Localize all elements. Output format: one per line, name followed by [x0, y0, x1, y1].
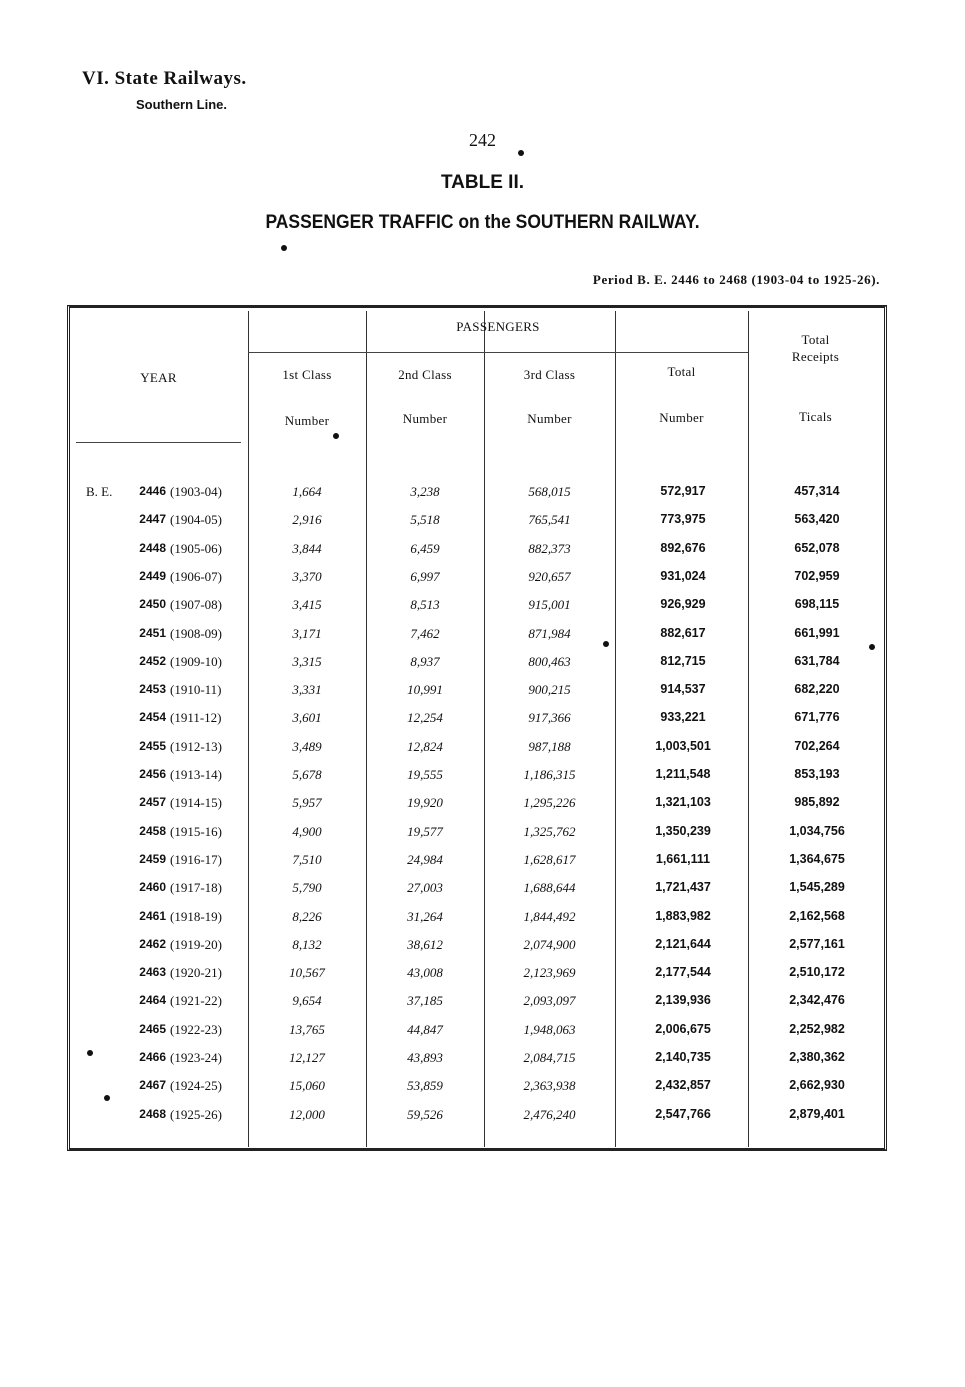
cell-be: 2459: [139, 851, 166, 866]
cell-total: 926,929: [660, 597, 706, 612]
table-number: TABLE II.: [440, 172, 525, 193]
cell-total: 1,350,239: [655, 823, 711, 838]
cell-second: 59,526: [407, 1106, 443, 1122]
cell-total: 1,211,548: [655, 767, 711, 781]
cell-receipts: 2,577,161: [789, 936, 845, 951]
ink-speck: [87, 1050, 93, 1056]
table-title: PASSENGER TRAFFIC on the SOUTHERN RAILWAY.: [265, 212, 700, 233]
total-header: Total: [667, 364, 696, 379]
cell-be: 2453: [139, 682, 166, 697]
column-rule: [615, 311, 616, 1147]
cell-be: 2449: [139, 568, 166, 583]
cell-be: 2447: [139, 512, 166, 527]
cell-receipts: 457,314: [794, 484, 840, 498]
cell-total: 2,006,675: [655, 1021, 711, 1036]
cell-first: 15,060: [289, 1078, 325, 1094]
cell-period: (1913-14): [170, 767, 222, 782]
column-rule: [248, 311, 249, 1147]
cell-third: 1,628,617: [523, 851, 576, 867]
cell-period: (1917-18): [170, 880, 222, 896]
cell-second: 8,513: [410, 597, 440, 613]
cell-first: 9,654: [292, 993, 322, 1009]
cell-period: (1906-07): [170, 568, 222, 584]
ink-speck: [869, 644, 875, 650]
cell-period: (1905-06): [170, 540, 222, 556]
column-rule: [484, 311, 485, 1147]
cell-period: (1925-26): [170, 1106, 222, 1122]
cell-third: 1,186,315: [523, 767, 576, 782]
cell-receipts: 563,420: [794, 512, 840, 527]
cell-second: 12,254: [407, 710, 443, 726]
ink-speck: [281, 245, 287, 251]
cell-second: 37,185: [407, 993, 443, 1009]
cell-total: 933,221: [660, 710, 706, 725]
cell-first: 12,000: [289, 1106, 325, 1122]
cell-period: (1904-05): [170, 512, 222, 528]
cell-third: 1,325,762: [523, 823, 576, 839]
cell-second: 27,003: [407, 880, 443, 896]
column-rule: [366, 311, 367, 1147]
cell-total: 2,140,735: [655, 1050, 711, 1064]
third-class-unit: Number: [527, 411, 572, 426]
cell-period: (1918-19): [170, 908, 222, 924]
cell-total: 2,139,936: [655, 993, 711, 1008]
first-class-header: 1st Class: [282, 367, 332, 382]
cell-receipts: 2,510,172: [789, 965, 845, 980]
cell-first: 3,489: [292, 738, 322, 754]
cell-second: 10,991: [407, 682, 443, 698]
cell-first: 3,315: [292, 653, 322, 669]
cell-first: 13,765: [289, 1021, 325, 1037]
cell-total: 572,917: [660, 484, 706, 498]
cell-be: 2450: [139, 597, 166, 612]
cell-first: 2,916: [292, 512, 322, 528]
ink-speck: [518, 150, 524, 156]
cell-first: 3,601: [292, 710, 322, 726]
cell-first: 3,370: [292, 568, 322, 584]
cell-first: 3,415: [292, 597, 322, 613]
cell-receipts: 702,264: [794, 738, 840, 753]
cell-second: 19,555: [407, 767, 443, 782]
cell-third: 1,844,492: [523, 908, 576, 924]
cell-receipts: 1,545,289: [789, 880, 845, 895]
cell-period: (1911-12): [170, 710, 222, 726]
second-class-unit: Number: [402, 411, 448, 426]
cell-total: 931,024: [660, 568, 706, 583]
ink-speck: [104, 1095, 110, 1101]
cell-third: 871,984: [528, 625, 571, 641]
cell-total: 914,537: [660, 682, 706, 697]
cell-third: 2,476,240: [523, 1106, 576, 1122]
cell-be: 2455: [139, 738, 166, 753]
cell-second: 19,920: [407, 795, 443, 811]
cell-period: (1908-09): [170, 625, 222, 641]
cell-total: 892,676: [660, 540, 706, 555]
cell-period: (1922-23): [170, 1021, 222, 1037]
cell-third: 1,295,226: [523, 795, 576, 811]
cell-receipts: 661,991: [794, 625, 840, 640]
subsection-heading: Southern Line.: [136, 97, 227, 112]
third-class-header: 3rd Class: [523, 367, 576, 382]
cell-third: 915,001: [528, 597, 571, 613]
cell-period: (1916-17): [170, 851, 222, 867]
cell-third: 2,363,938: [523, 1078, 576, 1094]
cell-first: 7,510: [292, 851, 322, 867]
cell-period: (1920-21): [170, 965, 222, 981]
cell-total: 882,617: [660, 625, 706, 640]
total-unit: Number: [659, 410, 704, 425]
second-class-header: 2nd Class: [398, 367, 452, 382]
cell-first: 8,132: [292, 936, 322, 952]
cell-be: 2462: [139, 936, 166, 951]
cell-be: 2467: [139, 1078, 166, 1093]
cell-first: 10,567: [289, 965, 325, 981]
cell-second: 6,459: [410, 540, 440, 556]
cell-total: 1,321,103: [655, 795, 711, 810]
cell-receipts: 1,034,756: [789, 823, 845, 838]
cell-be: 2452: [139, 653, 166, 668]
cell-second: 12,824: [407, 738, 443, 754]
cell-second: 19,577: [407, 823, 443, 839]
cell-second: 31,264: [407, 908, 443, 924]
cell-second: 5,518: [410, 512, 440, 528]
cell-be: 2458: [139, 823, 166, 838]
cell-third: 765,541: [528, 512, 571, 528]
cell-third: 882,373: [528, 540, 571, 556]
cell-period: (1915-16): [170, 823, 222, 839]
cell-second: 7,462: [410, 625, 440, 641]
cell-third: 2,123,969: [523, 965, 576, 981]
cell-third: 568,015: [528, 484, 571, 499]
cell-be: 2461: [139, 908, 166, 923]
cell-second: 43,893: [407, 1050, 443, 1065]
cell-period: (1914-15): [170, 795, 222, 811]
cell-second: 43,008: [407, 965, 443, 981]
cell-first: 4,900: [292, 823, 322, 839]
cell-be: 2454: [139, 710, 166, 725]
cell-total: 812,715: [660, 653, 706, 668]
receipts-unit: Ticals: [798, 409, 833, 424]
cell-first: 8,226: [292, 908, 322, 924]
cell-first: 3,171: [292, 625, 322, 641]
cell-third: 800,463: [528, 653, 571, 669]
cell-period: (1909-10): [170, 653, 222, 669]
cell-second: 38,612: [407, 936, 443, 952]
cell-period: (1910-11): [170, 682, 222, 698]
section-heading: VI. State Railways.: [82, 68, 247, 89]
cell-period: (1921-22): [170, 993, 222, 1009]
cell-period: (1923-24): [170, 1050, 222, 1065]
cell-first: 12,127: [289, 1050, 325, 1065]
cell-receipts: 2,162,568: [789, 908, 845, 923]
cell-third: 987,188: [528, 738, 571, 754]
cell-third: 1,948,063: [523, 1021, 576, 1037]
cell-first: 1,664: [292, 484, 322, 499]
period-caption: Period B. E. 2446 to 2468 (1903-04 to 1925-26).: [592, 272, 880, 287]
cell-total: 2,177,544: [655, 965, 711, 980]
ink-speck: [603, 641, 609, 647]
cell-second: 44,847: [407, 1021, 443, 1037]
cell-total: 1,883,982: [655, 908, 711, 923]
cell-third: 900,215: [528, 682, 571, 698]
cell-be: 2466: [139, 1050, 166, 1064]
cell-first: 5,957: [292, 795, 322, 811]
cell-receipts: 631,784: [794, 653, 840, 668]
cell-total: 2,432,857: [655, 1078, 711, 1093]
cell-total: 773,975: [660, 512, 706, 527]
cell-receipts: 2,252,982: [789, 1021, 845, 1036]
year-header: YEAR: [140, 370, 177, 385]
receipts-header-line1: Total: [801, 332, 830, 347]
cell-third: 2,084,715: [523, 1050, 576, 1065]
cell-second: 3,238: [410, 484, 440, 499]
cell-be: 2456: [139, 767, 166, 781]
cell-second: 24,984: [407, 851, 443, 867]
cell-receipts: 853,193: [794, 767, 840, 781]
cell-be: 2464: [139, 993, 166, 1008]
cell-total: 1,003,501: [655, 738, 711, 753]
cell-total: 2,121,644: [655, 936, 711, 951]
receipts-header-line2: Receipts: [791, 349, 840, 364]
cell-receipts: 702,959: [794, 568, 840, 583]
cell-third: 920,657: [528, 568, 571, 584]
cell-third: 1,688,644: [523, 880, 576, 896]
cell-receipts: 2,342,476: [789, 993, 845, 1008]
cell-be: 2451: [139, 625, 166, 640]
cell-second: 6,997: [410, 568, 440, 584]
cell-second: 53,859: [407, 1078, 443, 1094]
cell-be: 2460: [139, 880, 166, 895]
page-number: 242: [469, 130, 496, 150]
cell-receipts: 985,892: [794, 795, 840, 810]
passengers-header: PASSENGERS: [456, 319, 540, 334]
cell-prefix: B. E.: [86, 484, 113, 499]
cell-be: 2448: [139, 540, 166, 555]
cell-third: 2,074,900: [523, 936, 576, 952]
cell-receipts: 682,220: [794, 682, 840, 697]
cell-receipts: 2,662,930: [789, 1078, 845, 1093]
cell-receipts: 1,364,675: [789, 851, 845, 866]
cell-first: 3,844: [292, 540, 322, 556]
cell-period: (1924-25): [170, 1078, 222, 1094]
cell-receipts: 671,776: [794, 710, 840, 725]
cell-receipts: 2,380,362: [789, 1050, 845, 1064]
cell-be: 2457: [139, 795, 166, 810]
cell-be: 2463: [139, 965, 166, 980]
column-rule: [748, 311, 749, 1147]
cell-first: 5,790: [292, 880, 322, 896]
year-rule: [76, 442, 241, 443]
cell-receipts: 698,115: [794, 597, 840, 612]
passengers-rule: [248, 352, 748, 353]
ink-speck: [333, 433, 339, 439]
cell-receipts: 652,078: [794, 540, 840, 555]
cell-period: (1903-04): [170, 484, 222, 499]
cell-total: 1,721,437: [655, 880, 711, 895]
cell-period: (1912-13): [170, 738, 222, 754]
cell-third: 2,093,097: [523, 993, 576, 1009]
cell-period: (1919-20): [170, 936, 222, 952]
cell-be: 2465: [139, 1021, 166, 1036]
cell-receipts: 2,879,401: [789, 1106, 845, 1121]
cell-be: 2468: [139, 1106, 166, 1121]
cell-period: (1907-08): [170, 597, 222, 613]
cell-first: 5,678: [292, 767, 322, 782]
cell-third: 917,366: [528, 710, 571, 726]
cell-total: 1,661,111: [655, 851, 711, 866]
cell-first: 3,331: [292, 682, 322, 698]
first-class-unit: Number: [284, 413, 330, 428]
cell-second: 8,937: [410, 653, 440, 669]
cell-total: 2,547,766: [655, 1106, 711, 1121]
cell-be: 2446: [139, 484, 166, 498]
